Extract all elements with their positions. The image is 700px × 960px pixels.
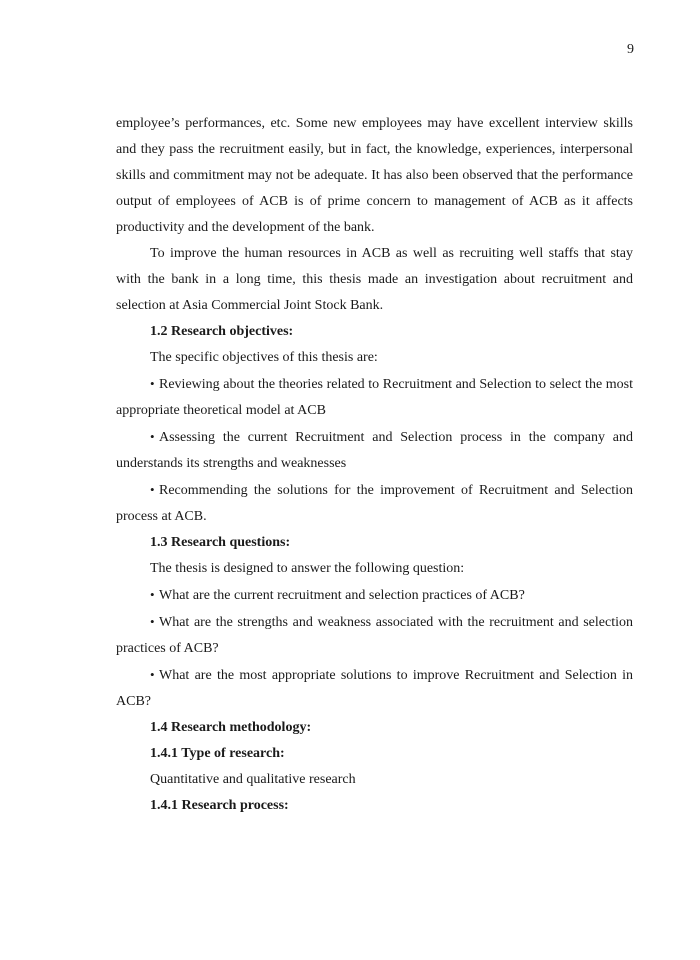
objective-item [116,371,633,424]
bullet-icon: • [150,587,155,602]
section-heading-objectives: 1.2 Research objectives: [150,324,294,339]
bullet-icon: • [150,667,155,682]
section-heading-questions: 1.3 Research questions: [150,535,291,550]
document-body [116,111,633,819]
subsection-heading-type: 1.4.1 Type of research: [150,746,285,761]
bullet-icon: • [150,429,155,444]
paragraph-intro-1: employee’s performances, etc. Some new employees may have excellent interview skills and they pass the recruitment easily, but in fact, the knowledge, experiences, interpersonal skills and commitment may not be adequate. It has also been observed that the performance output of employees of ACB is of prime concern to management of ACB as it affects productivity and the development of the bank. [116,116,633,235]
objective-text: Reviewing about the theories related to Recruitment and Selection to select the most appropriate theoretical model at ACB [116,377,633,418]
objectives-lead: The specific objectives of this thesis are: [150,350,378,365]
question-text: What are the strengths and weakness associated with the recruitment and selection practices of ACB? [116,615,633,656]
questions-lead: The thesis is designed to answer the following question: [150,561,465,576]
bullet-icon: • [150,614,155,629]
section-heading-methodology: 1.4 Research methodology: [150,720,312,735]
subsection-heading-process: 1.4.1 Research process: [150,798,289,813]
research-type-text: Quantitative and qualitative research [150,772,356,787]
objective-text: Assessing the current Recruitment and Selection process in the company and understands its strengths and weaknesses [116,430,633,471]
objective-item [116,424,633,477]
objective-item [116,477,633,530]
question-item [116,609,633,662]
page-number: 9 [627,42,634,57]
question-item [116,582,633,609]
bullet-icon: • [150,376,155,391]
bullet-icon: • [150,482,155,497]
question-text: What are the current recruitment and selection practices of ACB? [159,588,525,603]
question-item [116,662,633,715]
paragraph-intro-2: To improve the human resources in ACB as well as recruiting well staffs that stay with the bank in a long time, this thesis made an investigation about recruitment and selection at Asia Commercial Joint Stock Bank. [116,246,633,313]
objective-text: Recommending the solutions for the improvement of Recruitment and Selection process at ACB. [116,483,633,524]
question-text: What are the most appropriate solutions to improve Recruitment and Selection in ACB? [116,668,633,709]
